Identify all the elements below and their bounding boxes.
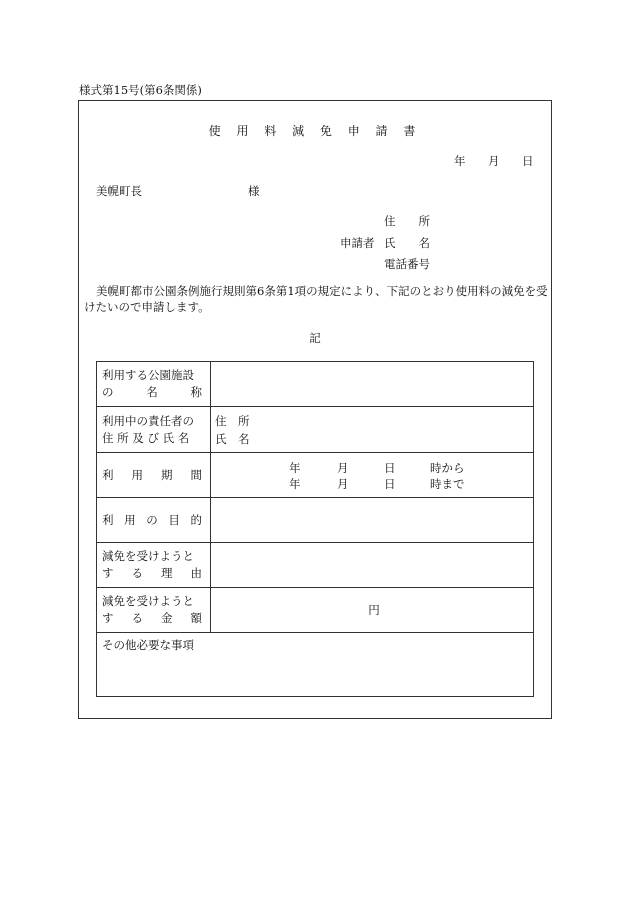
reason-input[interactable] — [211, 543, 534, 588]
applicant-address-label: 住 所 — [384, 214, 430, 228]
form-number-label: 様式第15号(第6条関係) — [79, 83, 202, 97]
other-matters-label: その他必要な事項 — [102, 638, 194, 652]
amount-input[interactable] — [211, 588, 534, 633]
document-title: 使 用 料 減 免 申 請 書 — [208, 124, 422, 138]
other-matters-field[interactable] — [97, 633, 534, 697]
row-responsible-person — [97, 407, 534, 453]
applicant-name-label: 氏 名 — [384, 236, 430, 250]
period-input[interactable]: 年 月 日 時から 年 月 日 時まで — [211, 453, 534, 498]
ki-heading: 記 — [309, 331, 321, 345]
responsible-person-input[interactable]: 住 所 氏 名 — [211, 407, 534, 453]
reason-label: 減免を受けようと す る 理 由 — [97, 543, 211, 588]
purpose-input[interactable] — [211, 498, 534, 543]
date-year-label: 年 — [454, 154, 466, 168]
row-amount — [97, 588, 534, 633]
facility-input[interactable] — [211, 362, 534, 407]
recipient-name: 美幌町長 — [96, 184, 142, 198]
date-day-label: 日 — [522, 154, 534, 168]
row-reason — [97, 543, 534, 588]
row-other — [97, 633, 534, 697]
yen-unit: 円 — [368, 603, 380, 617]
responsible-person-label: 利用中の責任者の 住 所 及 び 氏 名 — [97, 407, 211, 453]
row-purpose — [97, 498, 534, 543]
applicant-phone-label: 電話番号 — [384, 257, 430, 271]
date-month-label: 月 — [488, 154, 500, 168]
facility-label: 利用する公園施設 の 名 称 — [97, 362, 211, 407]
applicant-label: 申請者 — [340, 236, 375, 250]
application-body-text: 美幌町都市公園条例施行規則第6条第1項の規定により、下記のとおり使用料の減免を受けたいので申請します。 — [84, 284, 548, 314]
period-label: 利 用 期 間 — [97, 453, 211, 498]
purpose-label: 利 用 の 目 的 — [97, 498, 211, 543]
application-table — [96, 361, 534, 697]
row-facility — [97, 362, 534, 407]
row-period — [97, 453, 534, 498]
recipient-honorific: 様 — [248, 184, 260, 198]
amount-label: 減免を受けようと す る 金 額 — [97, 588, 211, 633]
